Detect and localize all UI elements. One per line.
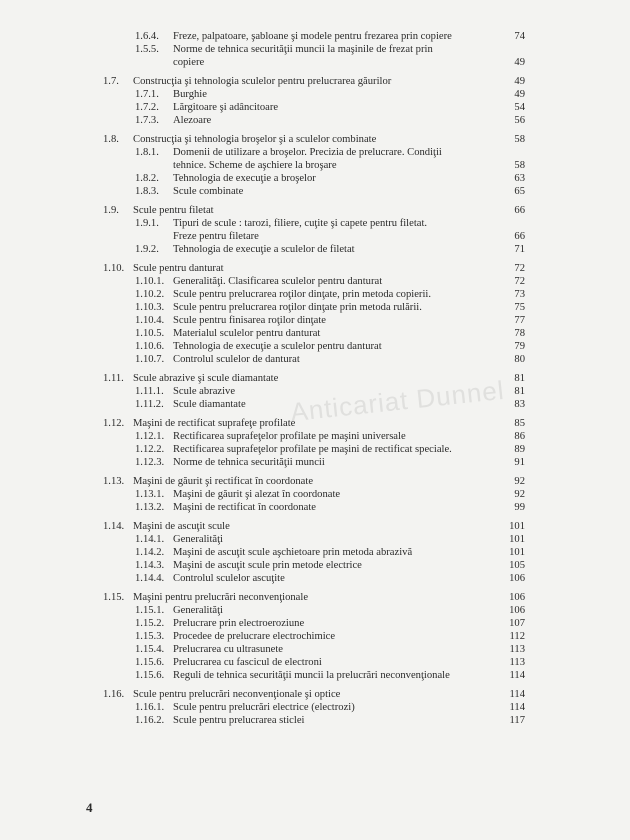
toc-title: Construcţia şi tehnologia broşelor şi a sculelor combinate <box>133 134 377 145</box>
watermark: Anticariat Dunnel <box>288 374 506 428</box>
toc-page-number: 106 <box>509 592 525 603</box>
toc-number: 1.9.1. <box>135 218 159 229</box>
toc-number: 1.10.6. <box>135 341 165 352</box>
toc-number: 1.14.4. <box>135 573 165 584</box>
toc-page-number: 71 <box>514 244 525 255</box>
toc-number: 1.13.2. <box>135 502 165 513</box>
toc-title: Scule pentru prelucrări neconvenţionale şi optice <box>133 689 341 700</box>
toc-number: 1.7.3. <box>135 115 159 126</box>
table-of-contents <box>103 30 525 727</box>
toc-entry <box>103 656 525 669</box>
toc-title: Tipuri de scule : tarozi, filiere, cuţite şi capete pentru filetat. <box>173 218 428 229</box>
toc-number: 1.11.2. <box>135 399 164 410</box>
toc-page-number: 54 <box>514 102 525 113</box>
toc-section <box>103 688 525 701</box>
toc-entry <box>103 430 525 443</box>
toc-page-number: 77 <box>514 315 525 326</box>
toc-number: 1.15.3. <box>135 631 165 642</box>
toc-entry <box>103 398 525 411</box>
toc-title: Burghie <box>173 89 207 100</box>
toc-entry <box>103 88 525 101</box>
toc-page-number: 66 <box>514 231 525 242</box>
toc-page-number: 49 <box>514 57 525 68</box>
toc-page-number: 72 <box>514 276 525 287</box>
toc-page-number: 92 <box>514 489 525 500</box>
toc-number: 1.6.4. <box>135 31 159 42</box>
toc-title: Scule pentru prelucrarea sticlei <box>173 715 305 726</box>
toc-number: 1.15.1. <box>135 605 165 616</box>
toc-title: Scule abrazive şi scule diamantate <box>133 373 279 384</box>
toc-page-number: 66 <box>514 205 525 216</box>
toc-number: 1.16. <box>103 689 125 700</box>
toc-title: Prelucrarea cu fascicul de electroni <box>173 657 322 668</box>
toc-entry <box>103 604 525 617</box>
toc-section <box>103 591 525 604</box>
toc-title: Maşini de ascuţit scule prin metode electrice <box>173 560 362 571</box>
toc-page-number: 101 <box>509 547 525 558</box>
toc-number: 1.10.4. <box>135 315 165 326</box>
toc-page-number: 56 <box>514 115 525 126</box>
toc-page-number: 49 <box>514 76 525 87</box>
toc-number: 1.15.2. <box>135 618 165 629</box>
toc-page-number: 63 <box>514 173 525 184</box>
toc-page-number: 65 <box>514 186 525 197</box>
toc-number: 1.15.6. <box>135 657 165 668</box>
toc-page-number: 105 <box>509 560 525 571</box>
toc-title: Maşini de rectificat suprafeţe profilate <box>133 418 296 429</box>
toc-section <box>103 204 525 217</box>
toc-page-number: 113 <box>509 644 525 655</box>
toc-number: 1.14. <box>103 521 125 532</box>
toc-entry <box>103 501 525 514</box>
toc-title: Maşini pentru prelucrări neconvenţionale <box>133 592 309 603</box>
toc-page-number: 106 <box>509 605 525 616</box>
toc-entry <box>103 30 525 43</box>
toc-section <box>103 417 525 430</box>
toc-number: 1.15. <box>103 592 125 603</box>
toc-title: Maşini de ascuţit scule <box>133 521 230 532</box>
toc-title: Tehnologia de execuţie a sculelor de filetat <box>173 244 355 255</box>
toc-title: Scule pentru finisarea roţilor dinţate <box>173 315 326 326</box>
toc-number: 1.16.2. <box>135 715 165 726</box>
toc-section <box>103 262 525 275</box>
toc-entry <box>103 353 525 366</box>
toc-page-number: 113 <box>509 657 525 668</box>
toc-entry <box>103 456 525 469</box>
toc-number: 1.15.4. <box>135 644 165 655</box>
toc-number: 1.9.2. <box>135 244 159 255</box>
toc-entry <box>103 275 525 288</box>
toc-title: Prelucrare prin electroeroziune <box>173 618 305 629</box>
toc-entry <box>103 288 525 301</box>
toc-page-number: 107 <box>509 618 525 629</box>
toc-title: Generalităţi <box>173 605 223 616</box>
toc-entry <box>103 385 525 398</box>
toc-entry <box>103 643 525 656</box>
toc-title: Scule diamantate <box>173 399 246 410</box>
toc-entry <box>103 43 525 56</box>
toc-page-number: 92 <box>514 476 525 487</box>
toc-entry <box>103 701 525 714</box>
toc-number: 1.10.5. <box>135 328 165 339</box>
toc-page-number: 49 <box>514 89 525 100</box>
toc-entry <box>103 443 525 456</box>
toc-section <box>103 520 525 533</box>
toc-page-number: 58 <box>514 160 525 171</box>
toc-number: 1.13. <box>103 476 125 487</box>
toc-page-number: 58 <box>514 134 525 145</box>
toc-number: 1.10.3. <box>135 302 165 313</box>
toc-number: 1.8.1. <box>135 147 159 158</box>
toc-title: Scule pentru prelucrarea roţilor dinţate prin metoda rulării. <box>173 302 422 313</box>
toc-entry <box>103 669 525 682</box>
toc-number: 1.8.2. <box>135 173 159 184</box>
toc-title: Scule pentru filetat <box>133 205 214 216</box>
toc-number: 1.10. <box>103 263 125 274</box>
toc-number: 1.10.2. <box>135 289 165 300</box>
toc-page-number: 91 <box>514 457 525 468</box>
toc-title: Construcţia şi tehnologia sculelor pentru prelucrarea găurilor <box>133 76 392 87</box>
toc-title: Scule combinate <box>173 186 244 197</box>
toc-page-number: 79 <box>514 341 525 352</box>
toc-title: Scule pentru prelucrarea roţilor dinţate, prin metoda copierii. <box>173 289 431 300</box>
toc-title: Norme de tehnica securităţii muncii la maşinile de frezat prin <box>173 44 433 55</box>
toc-page-number: 114 <box>509 702 525 713</box>
toc-title: Scule pentru prelucrări electrice (electrozi) <box>173 702 355 713</box>
toc-title: Scule abrazive <box>173 386 236 397</box>
toc-page-number: 78 <box>514 328 525 339</box>
toc-page-number: 80 <box>514 354 525 365</box>
toc-entry <box>103 114 525 127</box>
toc-title-continuation: Freze pentru filetare <box>173 231 259 242</box>
toc-number: 1.11. <box>103 373 124 384</box>
toc-title: Reguli de tehnica securităţii muncii la prelucrări neconvenţionale <box>173 670 450 681</box>
toc-number: 1.12. <box>103 418 125 429</box>
toc-title: Maşini de găurit şi rectificat în coordonate <box>133 476 314 487</box>
toc-page-number: 85 <box>514 418 525 429</box>
toc-entry <box>103 101 525 114</box>
toc-entry <box>103 217 525 230</box>
toc-title: Norme de tehnica securităţii muncii <box>173 457 325 468</box>
toc-number: 1.14.3. <box>135 560 165 571</box>
toc-number: 1.5.5. <box>135 44 159 55</box>
toc-page-number: 114 <box>509 689 525 700</box>
toc-entry <box>103 714 525 727</box>
toc-page-number: 81 <box>514 386 525 397</box>
toc-number: 1.14.2. <box>135 547 165 558</box>
toc-entry <box>103 185 525 198</box>
toc-page-number: 89 <box>514 444 525 455</box>
toc-page-number: 75 <box>514 302 525 313</box>
toc-page-number: 114 <box>509 670 525 681</box>
toc-entry <box>103 572 525 585</box>
toc-title: Lărgitoare şi adâncitoare <box>173 102 279 113</box>
toc-entry <box>103 617 525 630</box>
toc-title: Rectificarea suprafeţelor profilate pe maşini universale <box>173 431 406 442</box>
toc-number: 1.14.1. <box>135 534 165 545</box>
toc-number: 1.12.3. <box>135 457 165 468</box>
toc-title: Generalităţi <box>173 534 223 545</box>
toc-page-number: 101 <box>509 534 525 545</box>
toc-number: 1.7.2. <box>135 102 159 113</box>
toc-title: Alezoare <box>173 115 212 126</box>
toc-number: 1.9. <box>103 205 119 216</box>
toc-page-number: 74 <box>514 31 525 42</box>
toc-title: Tehnologia de execuţie a broşelor <box>173 173 316 184</box>
toc-number: 1.15.6. <box>135 670 165 681</box>
toc-number: 1.13.1. <box>135 489 165 500</box>
toc-title: Maşini de găurit şi alezat în coordonate <box>173 489 341 500</box>
toc-entry <box>103 314 525 327</box>
toc-number: 1.10.1. <box>135 276 165 287</box>
toc-title: Tehnologia de execuţie a sculelor pentru danturat <box>173 341 382 352</box>
toc-section <box>103 372 525 385</box>
toc-number: 1.11.1. <box>135 386 164 397</box>
toc-page-number: 117 <box>509 715 525 726</box>
toc-number: 1.7.1. <box>135 89 159 100</box>
toc-page-number: 83 <box>514 399 525 410</box>
toc-number: 1.16.1. <box>135 702 165 713</box>
toc-number: 1.12.1. <box>135 431 165 442</box>
toc-section <box>103 75 525 88</box>
toc-entry <box>103 630 525 643</box>
toc-number: 1.7. <box>103 76 119 87</box>
toc-entry <box>103 172 525 185</box>
toc-title: Domenii de utilizare a broşelor. Precizia de prelucrare. Condiţii <box>173 147 442 158</box>
toc-title: Prelucrarea cu ultrasunete <box>173 644 283 655</box>
toc-title: Freze, palpatoare, şabloane şi modele pentru frezarea prin copiere <box>173 31 452 42</box>
toc-title: Rectificarea suprafeţelor profilate pe maşini de rectificat speciale. <box>173 444 452 455</box>
toc-title: Maşini de ascuţit scule aşchietoare prin metoda abrazivă <box>173 547 413 558</box>
toc-section <box>103 475 525 488</box>
toc-entry <box>103 533 525 546</box>
toc-page-number: 101 <box>509 521 525 532</box>
toc-title: Controlul sculelor de danturat <box>173 354 300 365</box>
toc-entry <box>103 546 525 559</box>
toc-page-number: 112 <box>509 631 525 642</box>
toc-page-number: 86 <box>514 431 525 442</box>
toc-entry <box>103 559 525 572</box>
page-number: 4 <box>86 800 93 815</box>
toc-entry <box>103 327 525 340</box>
toc-page-number: 72 <box>514 263 525 274</box>
toc-entry <box>103 488 525 501</box>
toc-entry-continuation <box>103 56 525 69</box>
toc-page-number: 106 <box>509 573 525 584</box>
toc-page-number: 99 <box>514 502 525 513</box>
toc-number: 1.12.2. <box>135 444 165 455</box>
toc-title: Materialul sculelor pentru danturat <box>173 328 321 339</box>
toc-number: 1.8. <box>103 134 119 145</box>
toc-section <box>103 133 525 146</box>
toc-title: Generalităţi. Clasificarea sculelor pentru danturat <box>173 276 383 287</box>
toc-entry-continuation <box>103 159 525 172</box>
toc-page-number: 73 <box>514 289 525 300</box>
toc-title-continuation: copiere <box>173 57 205 68</box>
toc-page-number: 81 <box>514 373 525 384</box>
toc-title: Procedee de prelucrare electrochimice <box>173 631 336 642</box>
toc-number: 1.8.3. <box>135 186 159 197</box>
toc-entry <box>103 340 525 353</box>
toc-title: Scule pentru danturat <box>133 263 224 274</box>
toc-entry <box>103 301 525 314</box>
toc-entry <box>103 146 525 159</box>
toc-entry <box>103 243 525 256</box>
toc-number: 1.10.7. <box>135 354 165 365</box>
toc-title-continuation: tehnice. Scheme de aşchiere la broşare <box>173 160 337 171</box>
toc-title: Maşini de rectificat în coordonate <box>173 502 316 513</box>
toc-entry-continuation <box>103 230 525 243</box>
toc-title: Controlul sculelor ascuţite <box>173 573 285 584</box>
